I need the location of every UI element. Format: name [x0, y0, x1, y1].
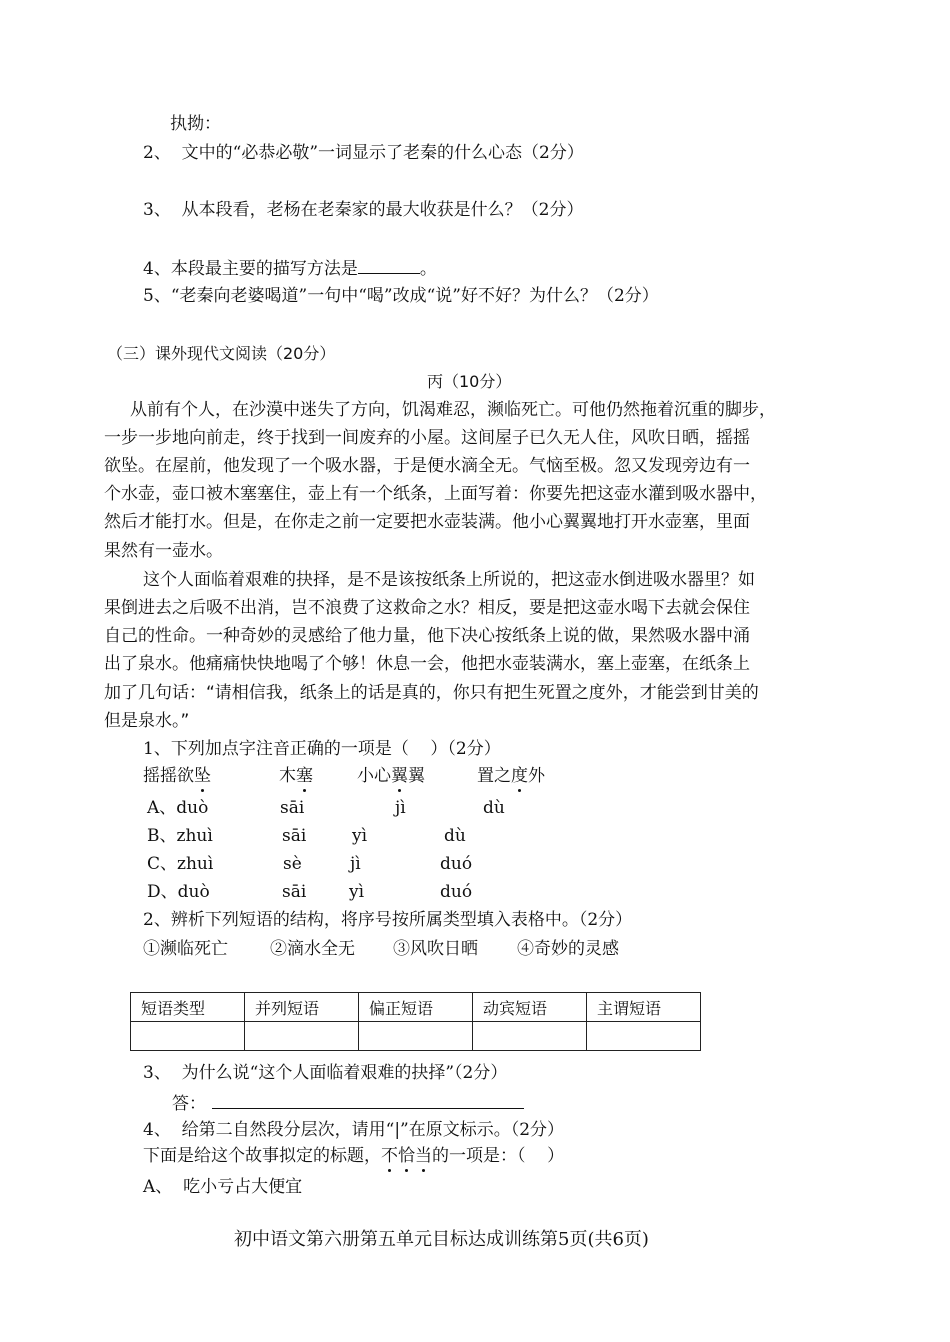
q1-option-b-d: dù	[444, 826, 466, 846]
passage-line: 这个人面临着艰难的抉择，是不是该按纸条上所说的，把这壶水倒进吸水器里？如	[143, 570, 755, 590]
subsection-heading: 丙（10分）	[427, 372, 512, 391]
question-4	[143, 259, 437, 278]
passage-line: 从前有个人，在沙漠中迷失了方向，饥渴难忍，濒临死亡。可他仍然拖着沉重的脚步，	[130, 400, 776, 420]
q2-phrase-2: ②滴水全无	[270, 939, 355, 959]
q1-dotted-char: 坠	[194, 766, 211, 786]
q1-option-c-c: jì	[350, 854, 361, 874]
section-heading: （三）课外现代文阅读（20分）	[107, 344, 336, 363]
q1-option-b-b: sāi	[282, 826, 307, 846]
q3-answer-label: 答：	[172, 1094, 206, 1114]
q4-dotted-char: 不	[381, 1146, 398, 1166]
q1-word-2: 木塞	[279, 766, 313, 786]
q1-option-c[interactable]: C、zhuì	[147, 854, 214, 874]
passage-line: 果然有一壶水。	[104, 541, 223, 561]
q2-prompt: 2、辨析下列短语的结构，将序号按所属类型填入表格中。（2分）	[143, 910, 633, 930]
table-answer-row	[131, 1022, 701, 1051]
question-4-suffix: 。	[419, 259, 437, 279]
q1-option-a-c: jì	[395, 798, 406, 818]
table-answer-cell[interactable]	[587, 1022, 701, 1051]
question-4-prefix: 4、本段最主要的描写方法是	[143, 259, 358, 279]
q1-prompt: 1、下列加点字注音正确的一项是（ ）（2分）	[143, 739, 501, 759]
passage-line: 果倒进去之后吸不出消，岂不浪费了这救命之水？相反，要是把这壶水喝下去就会保住	[104, 598, 750, 618]
q1-word-4: 置之度外	[477, 766, 545, 786]
q1-word-1: 摇摇欲坠	[143, 766, 211, 786]
q1-option-a-d: dù	[483, 798, 505, 818]
passage-line: 自己的性命。一种奇妙的灵感给了他力量，他下决心按纸条上说的做，果然吸水器中涌	[104, 626, 750, 646]
table-header-cell: 短语类型	[131, 993, 245, 1022]
table-answer-cell[interactable]	[359, 1022, 473, 1051]
passage-line: 但是泉水。”	[104, 711, 190, 731]
q4-prompt: 4、 给第二自然段分层次，请用“|”在原文标示。（2分）	[143, 1120, 565, 1140]
q1-option-c-b: sè	[283, 854, 302, 874]
q1-option-d-d: duó	[440, 882, 473, 902]
q3-answer-line[interactable]	[212, 1094, 524, 1109]
question-5: 5、“老秦向老婆喝道”一句中“喝”改成“说”好不好？为什么？（2分）	[143, 286, 659, 306]
table-header-cell: 主谓短语	[587, 993, 701, 1022]
q1-option-a[interactable]: A、duò	[147, 798, 209, 818]
question-2: 2、 文中的“必恭必敬”一词显示了老秦的什么心态（2分）	[143, 143, 584, 163]
table-answer-cell[interactable]	[245, 1022, 359, 1051]
passage-line: 个水壶，壶口被木塞塞住，壶上有一个纸条，上面写着：你要先把这壶水灌到吸水器中，	[104, 484, 767, 504]
q1-word-3: 小心翼翼	[357, 766, 425, 786]
q1-option-a-b: sāi	[280, 798, 305, 818]
table-answer-cell[interactable]	[131, 1022, 245, 1051]
q1-dotted-char: 翼	[391, 766, 408, 786]
phrase-type-table	[130, 992, 701, 1051]
passage-line: 出了泉水。他痛痛快快地喝了个够！休息一会，他把水壶装满水，塞上壶塞，在纸条上	[104, 654, 750, 674]
passage-line: 然后才能打水。但是，在你走之前一定要把水壶装满。他小心翼翼地打开水壶塞，里面	[104, 512, 750, 532]
q1-option-b-c: yì	[352, 826, 368, 846]
q1-option-d-b: sāi	[282, 882, 307, 902]
q1-option-c-d: duó	[440, 854, 473, 874]
table-header-cell: 并列短语	[245, 993, 359, 1022]
q4-title-prompt: 下面是给这个故事拟定的标题，不恰当的一项是：（ ）	[143, 1146, 565, 1166]
passage-line: 欲坠。在屋前，他发现了一个吸水器，于是便水滴全无。气恼至极。忽又发现旁边有一	[104, 456, 750, 476]
q4-option-a[interactable]: A、 吃小亏占大便宜	[143, 1177, 303, 1197]
table-header-cell: 偏正短语	[359, 993, 473, 1022]
page-footer: 初中语文第六册第五单元目标达成训练第5页(共6页)	[234, 1229, 649, 1250]
q4-dotted-char: 恰	[398, 1146, 415, 1166]
q3-prompt: 3、 为什么说“这个人面临着艰难的抉择”（2分）	[143, 1063, 508, 1083]
q2-phrase-4: ④奇妙的灵感	[517, 939, 619, 959]
question-4-blank[interactable]	[358, 259, 420, 274]
table-header-row	[131, 993, 701, 1022]
passage-line: 加了几句话：“请相信我，纸条上的话是真的，你只有把生死置之度外，才能尝到甘美的	[104, 683, 759, 703]
q2-phrase-1: ①濒临死亡	[143, 939, 228, 959]
table-answer-cell[interactable]	[473, 1022, 587, 1051]
q3-answer	[172, 1094, 524, 1113]
q1-option-d[interactable]: D、duò	[147, 882, 210, 902]
q4-dotted-char: 当	[415, 1146, 432, 1166]
passage-line: 一步一步地向前走，终于找到一间废弃的小屋。这间屋子已久无人住，风吹日晒，摇摇	[104, 428, 750, 448]
question-3: 3、 从本段看，老杨在老秦家的最大收获是什么？（2分）	[143, 200, 584, 220]
q2-phrase-3: ③风吹日晒	[393, 939, 478, 959]
term-zhiao: 执拗：	[170, 114, 221, 134]
q1-dotted-char: 塞	[296, 766, 313, 786]
q1-option-d-c: yì	[349, 882, 365, 902]
q1-dotted-char: 度	[511, 766, 528, 786]
table-header-cell: 动宾短语	[473, 993, 587, 1022]
q1-option-b[interactable]: B、zhuì	[147, 826, 213, 846]
